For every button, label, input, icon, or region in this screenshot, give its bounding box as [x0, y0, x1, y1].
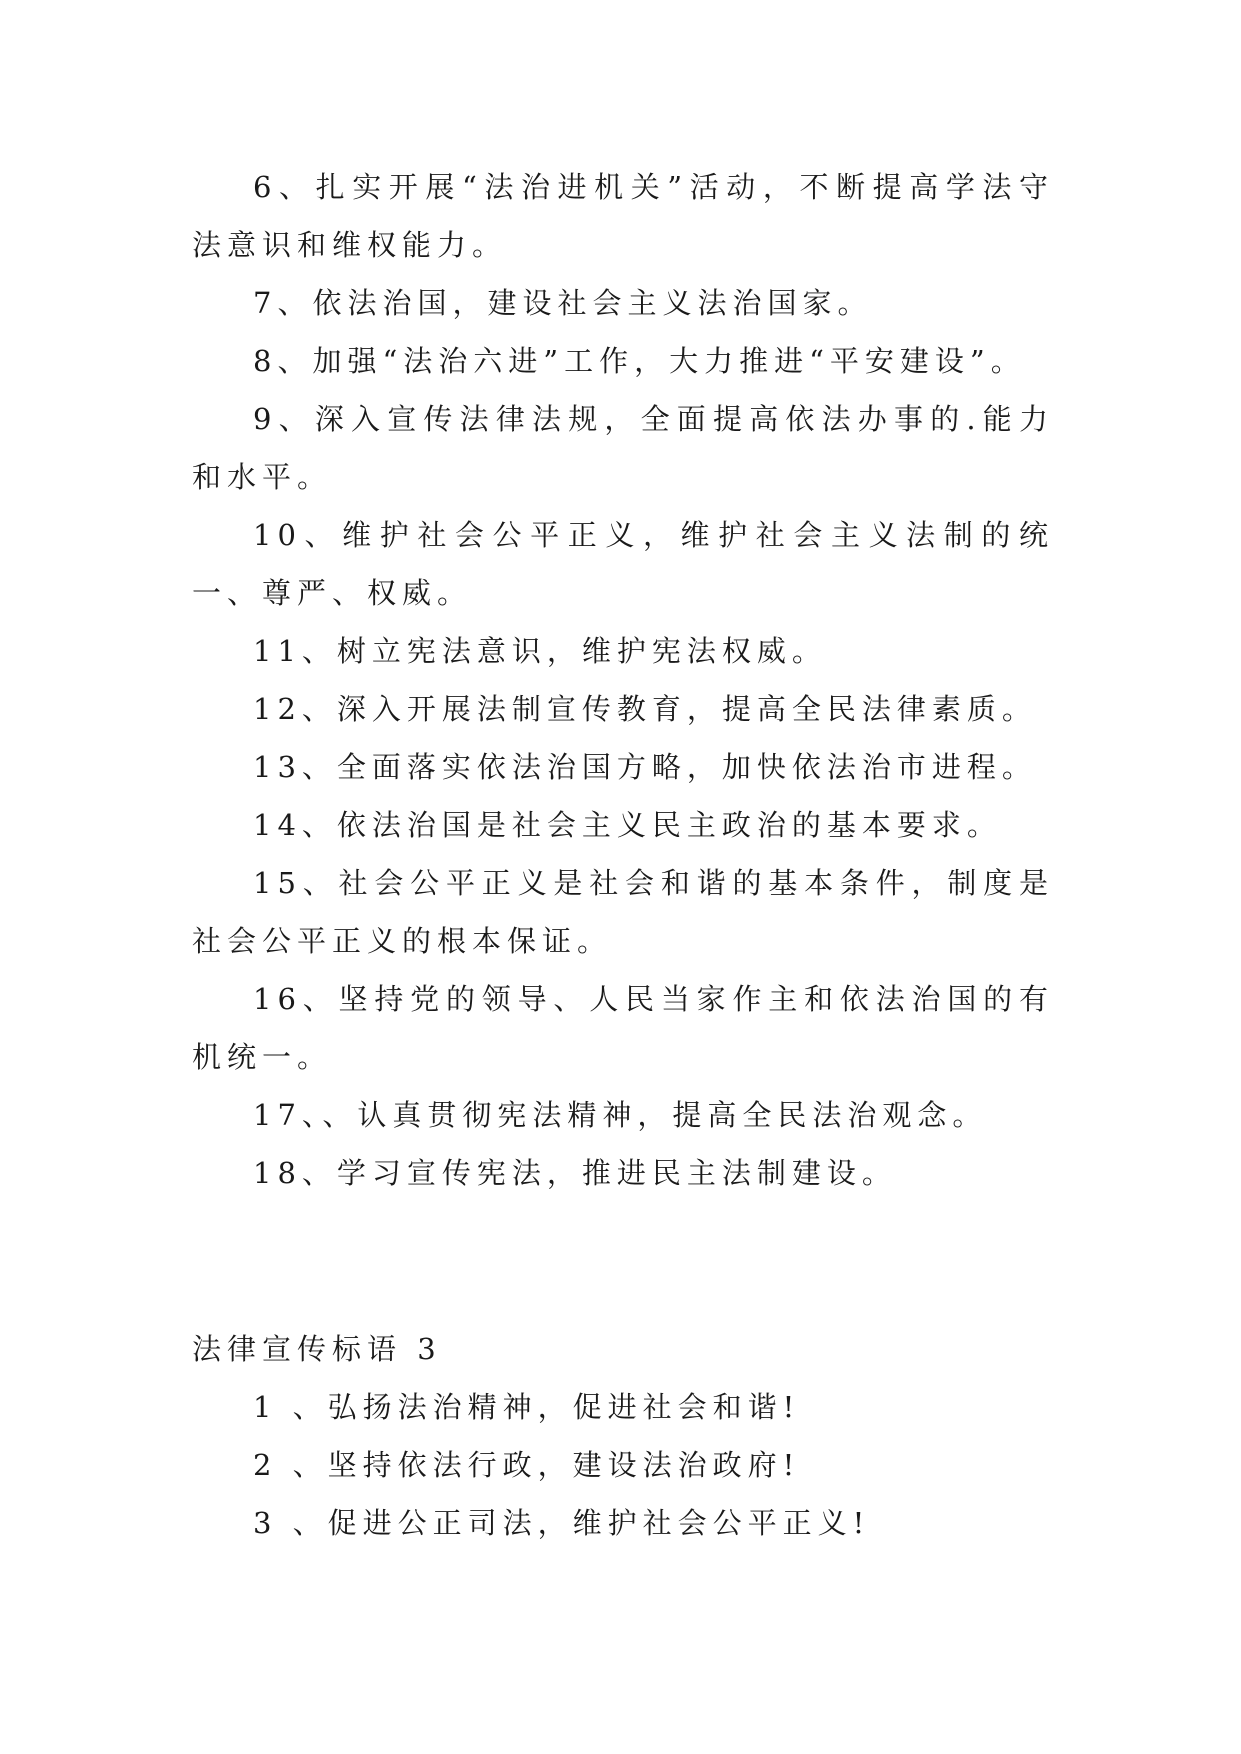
- slogan-item-6: 6、扎实开展“法治进机关”活动，不断提高学法守法意识和维权能力。: [192, 170, 1054, 262]
- slogan-item-12: 12、深入开展法制宣传教育，提高全民法律素质。: [253, 692, 1037, 726]
- slogan-item-7: 7、依法治国，建设社会主义法治国家。: [253, 286, 873, 320]
- slogan-list-continued: [192, 158, 1054, 1202]
- slogan-item-11: 11、树立宪法意识，维护宪法权威。: [253, 634, 827, 668]
- slogan-item-17: 17、、认真贯彻宪法精神，提高全民法治观念。: [253, 1098, 988, 1132]
- section-3: [192, 1320, 1054, 1552]
- slogan-item-18: 18、学习宣传宪法，推进民主法制建设。: [253, 1156, 897, 1190]
- section-slogan-2: 2 、坚持依法行政，建设法治政府!: [253, 1448, 801, 1482]
- slogan-item-13: 13、全面落实依法治国方略，加快依法治市进程。: [253, 750, 1037, 784]
- section-title: 法律宣传标语 3: [192, 1332, 442, 1366]
- slogan-item-16: 16、坚持党的领导、人民当家作主和依法治国的有机统一。: [192, 982, 1054, 1074]
- section-slogan-3: 3 、促进公正司法，维护社会公平正义!: [253, 1506, 871, 1540]
- slogan-item-8: 8、加强“法治六进”工作，大力推进“平安建设”。: [253, 344, 1026, 378]
- slogan-item-10: 10、维护社会公平正义，维护社会主义法制的统一、尊严、权威。: [192, 518, 1054, 610]
- section-slogan-1: 1 、弘扬法治精神，促进社会和谐!: [253, 1390, 801, 1424]
- slogan-item-15: 15、社会公平正义是社会和谐的基本条件，制度是社会公平正义的根本保证。: [192, 866, 1054, 958]
- slogan-item-14: 14、依法治国是社会主义民主政治的基本要求。: [253, 808, 1002, 842]
- slogan-item-9: 9、深入宣传法律法规，全面提高依法办事的.能力和水平。: [192, 402, 1054, 494]
